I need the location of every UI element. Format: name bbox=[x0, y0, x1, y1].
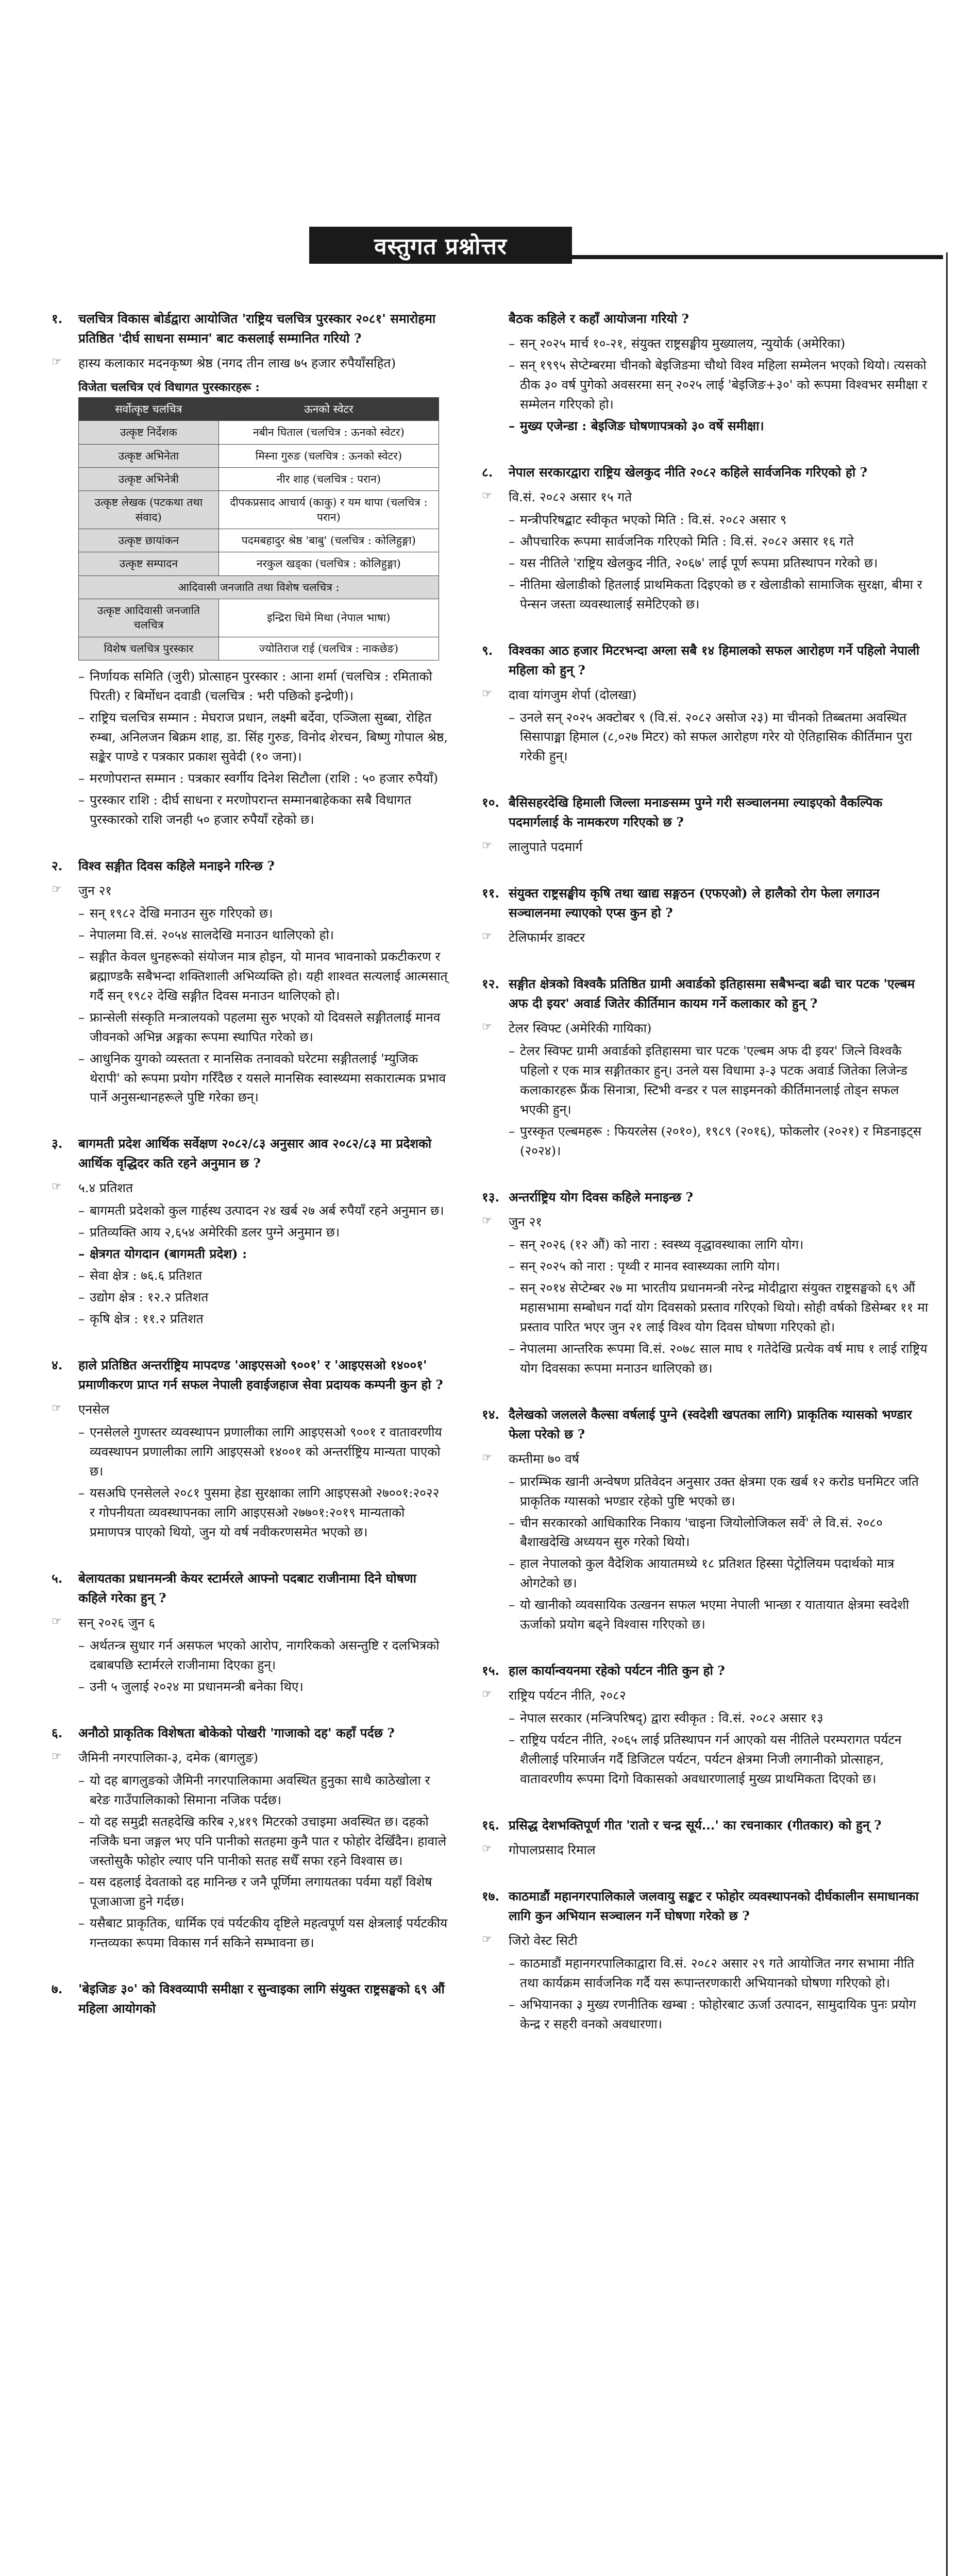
question-text: हाले प्रतिष्ठित अन्तर्राष्ट्रिय मापदण्ड 'आइएसओ ९००१' र 'आइएसओ १४००१' प्रमाणीकरण प्राप्त गर्न सफल नेपाली हवाईजहाज सेवा प्रदायक कम्पनी कुन हो ? bbox=[78, 1358, 443, 1393]
page-title: वस्तुगत प्रश्नोत्तर bbox=[309, 227, 572, 264]
list-item: – फ्रान्सेली संस्कृति मन्त्रालयको पहलमा सुरु भएको यो दिवसले सङ्गीतलाई मानव जीवनको अभिन्न अङ्गका रूपमा स्थापित गरेको छ। bbox=[78, 1008, 448, 1047]
bullet-list bbox=[509, 1954, 930, 2034]
question-number: ७. bbox=[52, 1981, 63, 1997]
bullet-list bbox=[78, 1422, 448, 1542]
table-cell: उत्कृष्ट आदिवासी जनजाति चलचित्र bbox=[79, 599, 219, 637]
list-item: – काठमाडौं महानगरपालिकाद्वारा वि.सं. २०८२ असार २९ गते आयोजित नगर सभामा नीति तथा कार्यक्रम सार्वजनिक गर्दै यस रूपान्तरणकारी अभियानको घोषणा गरिएको हो। bbox=[509, 1954, 930, 1993]
question-number: ११. bbox=[482, 886, 500, 901]
list-item: – नेपालमा वि.सं. २०५४ सालदेखि मनाउन थालिएको हो। bbox=[78, 925, 448, 945]
question-text: संयुक्त राष्ट्रसङ्घीय कृषि तथा खाद्य सङ्गठन (एफएओ) ले हालैको रोग फेला लगाउन सञ्चालनमा ल्याएको एप्स कुन हो ? bbox=[509, 886, 880, 921]
table-cell: उत्कृष्ट लेखक (पटकथा तथा संवाद) bbox=[79, 491, 219, 529]
question-number: १४. bbox=[482, 1406, 500, 1422]
pointing-hand-icon: ☞ bbox=[482, 930, 492, 943]
pointing-hand-icon: ☞ bbox=[482, 489, 492, 502]
answer-text: टेलर स्विफ्ट (अमेरिकी गायिका) bbox=[509, 1021, 652, 1036]
answer-text: जैमिनी नगरपालिका-३, दमेक (बागलुङ) bbox=[78, 1750, 259, 1765]
question-text: बेलायतका प्रधानमन्त्री केयर स्टार्मरले आफ्नो पदबाट राजीनामा दिने घोषणा कहिले गरेका हुन् ? bbox=[78, 1570, 416, 1605]
answer-text: सन् २०२६ जुन ६ bbox=[78, 1615, 155, 1630]
question-text: नेपाल सरकारद्वारा राष्ट्रिय खेलकुद नीति २०८२ कहिले सार्वजनिक गरिएको हो ? bbox=[509, 464, 868, 480]
table-cell: इन्द्रिरा धिमे मिथा (नेपाल भाषा) bbox=[218, 599, 439, 637]
question-8 bbox=[482, 463, 930, 614]
pointing-hand-icon: ☞ bbox=[482, 1021, 492, 1034]
table-cell: उत्कृष्ट निर्देशक bbox=[79, 421, 219, 444]
question-11 bbox=[482, 884, 930, 947]
question-number: ४. bbox=[52, 1358, 63, 1373]
list-item: – हाल नेपालको कुल वैदेशिक आयातमध्ये १८ प्रतिशत हिस्सा पेट्रोलियम पदार्थको मात्र ओगटेको छ। bbox=[509, 1554, 930, 1593]
list-item: – प्रारम्भिक खानी अन्वेषण प्रतिवेदन अनुसार उक्त क्षेत्रमा एक खर्ब १२ करोड घनमिटर जति प्राकृतिक ग्यासको भण्डार रहेको पुष्टि भएको छ। bbox=[509, 1472, 930, 1511]
bullet-list bbox=[509, 1041, 930, 1161]
answer-text: राष्ट्रिय पर्यटन नीति, २०८२ bbox=[509, 1688, 626, 1703]
list-item: – राष्ट्रिय चलचित्र सम्मान : मेघराज प्रधान, लक्ष्मी बर्देवा, एञ्जिला सुब्बा, रोहित रुम्बा, अनिलजन बिक्रम शाह, डा. सिंह गुरुङ, विनोद शेरचन, बिष्णु गोपाल श्रेष्ठ, सङ्केर पाण्डे र पत्रकार प्रकाश सुवेदी (१० जना)। bbox=[78, 708, 448, 767]
pointing-hand-icon: ☞ bbox=[52, 1615, 62, 1628]
bullet-list bbox=[78, 667, 448, 829]
question-number: १२. bbox=[482, 976, 500, 992]
bullet-list bbox=[509, 1235, 930, 1378]
question-16 bbox=[482, 1816, 930, 1860]
question-13 bbox=[482, 1188, 930, 1378]
question-number: १०. bbox=[482, 795, 500, 810]
list-item: – यसअघि एनसेलले २०८१ पुसमा हेडा सुरक्षाका लागि आइएसओ २७००१:२०२२ र गोपनीयता व्यवस्थापनका लागि आइएसओ २७७०१:२०१९ मान्यताको प्रमाणपत्र पाएको थियो, जुन यो वर्ष नवीकरणसमेत भएको छ। bbox=[78, 1483, 448, 1542]
question-text: हाल कार्यान्वयनमा रहेको पर्यटन नीति कुन हो ? bbox=[509, 1663, 725, 1679]
question-number: १६. bbox=[482, 1818, 500, 1833]
list-item: – प्रतिव्यक्ति आय २,६५४ अमेरिकी डलर पुग्ने अनुमान छ। bbox=[78, 1223, 448, 1242]
list-item: – आधुनिक युगको व्यस्तता र मानसिक तनावको घरेटमा सङ्गीतलाई 'म्युजिक थेरापी' को रूपमा प्रयोग गरिँदैछ र यसले मानसिक स्वास्थ्यमा सकारात्मक प्रभाव पार्ने अनुसन्धानहरूले पुष्टि गरेका छन्। bbox=[78, 1049, 448, 1108]
answer-text: टेलिफार्मर डाक्टर bbox=[509, 930, 585, 945]
bullet-list bbox=[509, 1708, 930, 1789]
answer-text: जुन २१ bbox=[509, 1214, 543, 1229]
bullet-list bbox=[509, 510, 930, 614]
question-number: ९. bbox=[482, 642, 493, 658]
pointing-hand-icon: ☞ bbox=[482, 1451, 492, 1464]
list-item: – बागमती प्रदेशको कुल गार्हस्थ उत्पादन २४ खर्ब २७ अर्ब रुपैयाँ रहने अनुमान छ। bbox=[78, 1201, 448, 1221]
answer-text: दावा यांगजुम शेर्पा (दोलखा) bbox=[509, 687, 637, 702]
table-cell: उत्कृष्ट छायांकन bbox=[79, 529, 219, 552]
bullet-list bbox=[78, 1771, 448, 1953]
list-item: – निर्णायक समिति (जुरी) प्रोत्साहन पुरस्कार : आना शर्मा (चलचित्र : रमिताको पिरती) र बिर्मोधन दवाडी (चलचित्र : भरी पछिको इन्द्रेणी)। bbox=[78, 667, 448, 706]
pointing-hand-icon: ☞ bbox=[482, 839, 492, 853]
list-item: – अर्थतन्त्र सुधार गर्न असफल भएको आरोप, नागरिकको असन्तुष्टि र दलभित्रको दबाबपछि स्टार्मरले राजीनामा दिएका हुन्। bbox=[78, 1636, 448, 1675]
list-item: – यसैबाट प्राकृतिक, धार्मिक एवं पर्यटकीय दृष्टिले महत्वपूर्ण यस क्षेत्रलाई पर्यटकीय गन्तव्यका रूपमा विकास गर्न सकिने सम्भावना छ। bbox=[78, 1913, 448, 1953]
question-2 bbox=[52, 856, 448, 1108]
answer-text: गोपालप्रसाद रिमाल bbox=[509, 1842, 596, 1858]
list-item: – मुख्य एजेन्डा : बेइजिङ घोषणापत्रको ३० वर्षे समीक्षा। bbox=[509, 416, 930, 436]
table-cell: मिस्ना गुरुङ (चलचित्र : ऊनको स्वेटर) bbox=[218, 444, 439, 467]
bullet-list bbox=[78, 1201, 448, 1329]
list-item: – सन् १९९५ सेप्टेम्बरमा चीनको बेइजिङमा चौथो विश्व महिला सम्मेलन भएको थियो। त्यसको ठीक ३० वर्ष पुगेको अवसरमा सन् २०२५ लाई 'बेइजिङ+३०' को रूपमा विश्वभर समीक्षा र सम्मेलन गरिएको हो। bbox=[509, 355, 930, 414]
question-number: ६. bbox=[52, 1725, 63, 1740]
list-item: – सन् १९८२ देखि मनाउन सुरु गरिएको छ। bbox=[78, 904, 448, 923]
answer-text: वि.सं. २०८२ असार १५ गते bbox=[509, 489, 632, 504]
list-item: – यस दहलाई देवताको दह मानिन्छ र जनै पूर्णिमा लगायतका पर्वमा यहाँ विशेष पूजाआजा हुने गर्दछ। bbox=[78, 1872, 448, 1911]
award-table bbox=[78, 377, 439, 660]
table-header: सर्वोत्कृष्ट चलचित्र bbox=[79, 397, 219, 420]
list-item: – सन् २०२५ को नारा : पृथ्वी र मानव स्वास्थ्यका लागि योग। bbox=[509, 1257, 930, 1276]
list-item: – उनी ५ जुलाई २०२४ मा प्रधानमन्त्री बनेका थिए। bbox=[78, 1677, 448, 1697]
list-item: – चीन सरकारको आधिकारिक निकाय 'चाइना जियोलोजिकल सर्वे' ले वि.सं. २०८० बैशाखदेखि अध्ययन सुरु गरेको थियो। bbox=[509, 1513, 930, 1552]
question-text: अनौठो प्राकृतिक विशेषता बोकेको पोखरी 'गाजाको दह' कहाँ पर्दछ ? bbox=[78, 1725, 395, 1740]
question-7-continued bbox=[482, 309, 930, 436]
question-text: सङ्गीत क्षेत्रको विश्वकै प्रतिष्ठित ग्रामी अवार्डको इतिहासमा सबैभन्दा बढी चार पटक 'एल्बम अफ दी इयर' अवार्ड जितेर कीर्तिमान कायम गर्ने कलाकार को हुन् ? bbox=[509, 976, 915, 1011]
bullet-list bbox=[78, 904, 448, 1108]
question-text: दैलेखको जललले कैल्सा वर्षलाई पुग्ने (स्वदेशी खपतका लागि) प्राकृतिक ग्यासको भण्डार फेला परेको छ ? bbox=[509, 1406, 912, 1442]
question-text: विश्वका आठ हजार मिटरभन्दा अग्ला सबै १४ हिमालको सफल आरोहण गर्ने पहिलो नेपाली महिला को हुन् ? bbox=[509, 642, 920, 677]
question-text: बैठक कहिले र कहाँ आयोजना गरियो ? bbox=[509, 311, 689, 326]
table-header: ऊनको स्वेटर bbox=[218, 397, 439, 420]
pointing-hand-icon: ☞ bbox=[52, 883, 62, 896]
question-text: काठमाडौं महानगरपालिकाले जलवायु सङ्कट र फोहोर व्यवस्थापनको दीर्घकालीन समाधानका लागि कुन अभियान सञ्चालन गर्ने घोषणा गरेको छ ? bbox=[509, 1889, 919, 1924]
pointing-hand-icon: ☞ bbox=[52, 1180, 62, 1194]
answer-text: जुन २१ bbox=[78, 883, 112, 898]
right-border-line bbox=[946, 252, 948, 2576]
pointing-hand-icon: ☞ bbox=[52, 1750, 62, 1763]
bullet-list bbox=[509, 1472, 930, 1635]
question-10 bbox=[482, 793, 930, 857]
bullet-list bbox=[78, 1636, 448, 1697]
question-1 bbox=[52, 309, 448, 829]
right-column bbox=[482, 309, 930, 2061]
left-column bbox=[52, 309, 448, 2045]
list-item: – नीतिमा खेलाडीको हितलाई प्राथमिकता दिइएको छ र खेलाडीको सामाजिक सुरक्षा, बीमा र पेन्सन जस्ता व्यवस्थालाई समेटिएको छ। bbox=[509, 575, 930, 614]
list-item: – राष्ट्रिय पर्यटन नीति, २०६५ लाई प्रतिस्थापन गर्न आएको यस नीतिले परम्परागत पर्यटन शैलीलाई परिमार्जन गर्दै डिजिटल पर्यटन, पर्यटन क्षेत्रमा निजी लगानीको प्रोत्साहन, वातावरणीय रूपमा दिगो विकासको अवधारणालाई मुख्य प्राथमिकता दिएको छ। bbox=[509, 1730, 930, 1789]
question-text: बागमती प्रदेश आर्थिक सर्वेक्षण २०८२/८३ अनुसार आव २०८२/८३ मा प्रदेशको आर्थिक वृद्धिदर कति रहने अनुमान छ ? bbox=[78, 1136, 432, 1171]
pointing-hand-icon: ☞ bbox=[482, 687, 492, 700]
list-item: – पुरस्कार राशि : दीर्घ साधना र मरणोपरान्त सम्मानबाहेकका सबै विधागत पुरस्कारको राशि जनही ५० हजार रुपैयाँ रहेको छ। bbox=[78, 790, 448, 829]
table-cell: उत्कृष्ट सम्पादन bbox=[79, 552, 219, 575]
list-item: – पुरस्कृत एल्बमहरू : फियरलेस (२०१०), १९८९ (२०१६), फोकलोर (२०२१) र मिडनाइट्स (२०२४)। bbox=[509, 1122, 930, 1161]
list-item: – यो खानीको व्यवसायिक उत्खनन सफल भएमा नेपाली भान्छा र यातायात क्षेत्रमा स्वदेशी ऊर्जाको प्रयोग बढ्ने विश्वास गरिएको छ। bbox=[509, 1595, 930, 1634]
question-number: ५. bbox=[52, 1570, 63, 1586]
bullet-list bbox=[509, 708, 930, 767]
list-item: – अभियानका ३ मुख्य रणनीतिक खम्बा : फोहोरबाट ऊर्जा उत्पादन, सामुदायिक पुनः प्रयोग केन्द्र र सहरी वनको अवधारणा। bbox=[509, 1995, 930, 2034]
list-item: – सङ्गीत केवल धुनहरूको संयोजन मात्र होइन, यो मानव भावनाको प्रकटीकरण र ब्रह्माण्डकै सबैभन्दा शक्तिशाली अभिव्यक्ति हो। यही शाश्वत सत्यलाई आत्मसात् गर्दै सन् १९८२ देखि सङ्गीत दिवस मनाउन थालिएको हो। bbox=[78, 947, 448, 1006]
pointing-hand-icon: ☞ bbox=[482, 1214, 492, 1227]
list-item: – सेवा क्षेत्र : ७६.६ प्रतिशत bbox=[78, 1266, 448, 1285]
question-number: ३. bbox=[52, 1136, 63, 1151]
list-item: – उद्योग क्षेत्र : १२.२ प्रतिशत bbox=[78, 1287, 448, 1307]
list-item: – सन् २०२५ मार्च १०-२१, संयुक्त राष्ट्रसङ्घीय मुख्यालय, न्युयोर्क (अमेरिका) bbox=[509, 334, 930, 353]
question-5 bbox=[52, 1569, 448, 1697]
list-item: – नेपाल सरकार (मन्त्रिपरिषद्) द्वारा स्वीकृत : वि.सं. २०८२ असार १३ bbox=[509, 1708, 930, 1728]
question-number: २. bbox=[52, 858, 63, 873]
table-cell: दीपकप्रसाद आचार्य (काकु) र यम थापा (चलचित्र : परान) bbox=[218, 491, 439, 529]
question-17 bbox=[482, 1887, 930, 2034]
question-number: ८. bbox=[482, 464, 493, 480]
pointing-hand-icon: ☞ bbox=[52, 355, 62, 368]
list-item: – यस नीतिले 'राष्ट्रिय खेलकुद नीति, २०६७' लाई पूर्ण रूपमा प्रतिस्थापन गरेको छ। bbox=[509, 553, 930, 573]
question-number: १७. bbox=[482, 1889, 500, 1904]
table-subheader: आदिवासी जनजाति तथा विशेष चलचित्र : bbox=[79, 575, 439, 599]
list-item: – नेपालमा आन्तरिक रूपमा वि.सं. २०७८ साल माघ १ गतेदेखि प्रत्येक वर्ष माघ १ लाई राष्ट्रिय योग दिवसका रूपमा मनाउन थालिएको छ। bbox=[509, 1339, 930, 1378]
list-item: – औपचारिक रूपमा सार्वजनिक गरिएको मिति : वि.सं. २०८२ असार १६ गते bbox=[509, 532, 930, 551]
table-cell: नरकुल खड्का (चलचित्र : कोलिहुङ्गा) bbox=[218, 552, 439, 575]
table-caption: विजेता चलचित्र एवं विधागत पुरस्कारहरू : bbox=[78, 380, 260, 394]
question-12 bbox=[482, 974, 930, 1161]
list-item: – यो दह समुद्री सतहदेखि करिब २,४१९ मिटरको उचाइमा अवस्थित छ। दहको नजिकै घना जङ्गल भए पनि पानीको सतहमा कुनै पात र फोहोर देखिँदैन। हावाले जस्तोसुकै फोहोर ल्याए पनि पानीको सतह सधैँ सफा रहने विश्वास छ। bbox=[78, 1812, 448, 1871]
question-number: १३. bbox=[482, 1189, 500, 1205]
question-9 bbox=[482, 641, 930, 767]
table-cell: नीर शाह (चलचित्र : परान) bbox=[218, 467, 439, 490]
answer-text: एनसेल bbox=[78, 1402, 110, 1417]
table-cell: नबीन घिताल (चलचित्र : ऊनको स्वेटर) bbox=[218, 421, 439, 444]
question-text: अन्तर्राष्ट्रिय योग दिवस कहिले मनाइन्छ ? bbox=[509, 1189, 693, 1205]
pointing-hand-icon: ☞ bbox=[482, 1688, 492, 1701]
right-margin bbox=[943, 0, 959, 2576]
question-number: १. bbox=[52, 311, 63, 326]
pointing-hand-icon: ☞ bbox=[52, 1402, 62, 1415]
list-item: – मरणोपरान्त सम्मान : पत्रकार स्वर्गीय दिनेश सिटौला (राशि : ५० हजार रुपैयाँ) bbox=[78, 769, 448, 788]
list-item: – सन् २०२६ (१२ औं) को नारा : स्वस्थ्य वृद्धावस्थाका लागि योग। bbox=[509, 1235, 930, 1255]
question-15 bbox=[482, 1661, 930, 1789]
table-cell: विशेष चलचित्र पुरस्कार bbox=[79, 637, 219, 660]
answer-text: लालुपाते पदमार्ग bbox=[509, 839, 583, 855]
bullet-list bbox=[509, 334, 930, 436]
table-cell: उत्कृष्ट अभिनेता bbox=[79, 444, 219, 467]
table-cell: ज्योतिराज राई (चलचित्र : नाकछेङ) bbox=[218, 637, 439, 660]
question-3 bbox=[52, 1134, 448, 1329]
question-number: १५. bbox=[482, 1663, 500, 1679]
list-item: – कृषि क्षेत्र : ११.२ प्रतिशत bbox=[78, 1309, 448, 1329]
question-6 bbox=[52, 1723, 448, 1953]
question-text: 'बेइजिङ ३०' को विश्वव्यापी समीक्षा र सुन्वाइका लागि संयुक्त राष्ट्रसङ्घको ६९ औं महिला आयोगको bbox=[78, 1981, 445, 2016]
list-item: – सन् २०१४ सेप्टेम्बर २७ मा भारतीय प्रधानमन्त्री नरेन्द्र मोदीद्वारा संयुक्त राष्ट्रसङ्घको ६९ औं महासभामा सम्बोधन गर्दा योग दिवसको प्रस्ताव गरिएको थियो। सोही वर्षको डिसेम्बर ११ मा प्रस्ताव पारित भएर जुन २१ लाई विश्व योग दिवस घोषणा गरिएको हो। bbox=[509, 1278, 930, 1337]
pointing-hand-icon: ☞ bbox=[482, 1842, 492, 1856]
question-text: चलचित्र विकास बोर्डद्वारा आयोजित 'राष्ट्रिय चलचित्र पुरस्कार २०८१' समारोहमा प्रतिष्ठित 'दीर्घ साधना सम्मान' बाट कसलाई सम्मानित गरियो ? bbox=[78, 311, 436, 346]
question-text: प्रसिद्ध देशभक्तिपूर्ण गीत 'रातो र चन्द्र सूर्य...' का रचनाकार (गीतकार) को हुन् ? bbox=[509, 1818, 882, 1833]
question-text: विश्व सङ्गीत दिवस कहिले मनाइने गरिन्छ ? bbox=[78, 858, 275, 873]
answer-text: हास्य कलाकार मदनकृष्ण श्रेष्ठ (नगद तीन लाख ७५ हजार रुपैयाँसहित) bbox=[78, 355, 396, 370]
answer-text: कम्तीमा ७० वर्ष bbox=[509, 1451, 579, 1466]
pointing-hand-icon: ☞ bbox=[482, 1933, 492, 1946]
question-4 bbox=[52, 1355, 448, 1542]
question-text: बैसिसहरदेखि हिमाली जिल्ला मनाङसम्म पुग्ने गरी सञ्चालनमा ल्याइएको वैकल्पिक पदमार्गलाई के नामकरण गरिएको छ ? bbox=[509, 795, 883, 830]
table-cell: पदमबहादुर श्रेष्ठ 'बाबु' (चलचित्र : कोलिहुङ्गा) bbox=[218, 529, 439, 552]
question-14 bbox=[482, 1405, 930, 1635]
list-item: – यो दह बागलुङको जैमिनी नगरपालिकामा अवस्थित हुनुका साथै काठेखोला र बरेङ गाउँपालिकाको सिमाना नजिक पर्दछ। bbox=[78, 1771, 448, 1810]
list-item: – उनले सन् २०२५ अक्टोबर ९ (वि.सं. २०८२ असोज २३) मा चीनको तिब्बतमा अवस्थित सिसापाङ्मा हिमाल (८,०२७ मिटर) को सफल आरोहण गरेर यो ऐतिहासिक कीर्तिमान पुरा गरेकी हुन्। bbox=[509, 708, 930, 767]
list-item: – मन्त्रीपरिषद्बाट स्वीकृत भएको मिति : वि.सं. २०८२ असार ९ bbox=[509, 510, 930, 530]
answer-text: ५.४ प्रतिशत bbox=[78, 1180, 133, 1196]
answer-text: जिरो वेस्ट सिटी bbox=[509, 1933, 578, 1948]
question-7 bbox=[52, 1979, 448, 2019]
list-item: – एनसेलले गुणस्तर व्यवस्थापन प्रणालीका लागि आइएसओ ९००१ र वातावरणीय व्यवस्थापन प्रणालीका लागि आइएसओ १४००१ को अन्तर्राष्ट्रिय मान्यता पाएको छ। bbox=[78, 1422, 448, 1481]
list-item: – टेलर स्विफ्ट ग्रामी अवार्डको इतिहासमा चार पटक 'एल्बम अफ दी इयर' जित्ने विश्वकै पहिलो र एक मात्र सङ्गीतकार हुन्। उनले यस विधामा ३-३ पटक अवार्ड जितेका लिजेन्ड कलाकारहरू फ्रैंक सिनात्रा, स्टिभी वन्डर र पल साइमनको कीर्तिमानलाई तोड्न सफल भएकी हुन्। bbox=[509, 1041, 930, 1120]
list-item: – क्षेत्रगत योगदान (बागमती प्रदेश) : bbox=[78, 1244, 448, 1264]
table-cell: उत्कृष्ट अभिनेत्री bbox=[79, 467, 219, 490]
